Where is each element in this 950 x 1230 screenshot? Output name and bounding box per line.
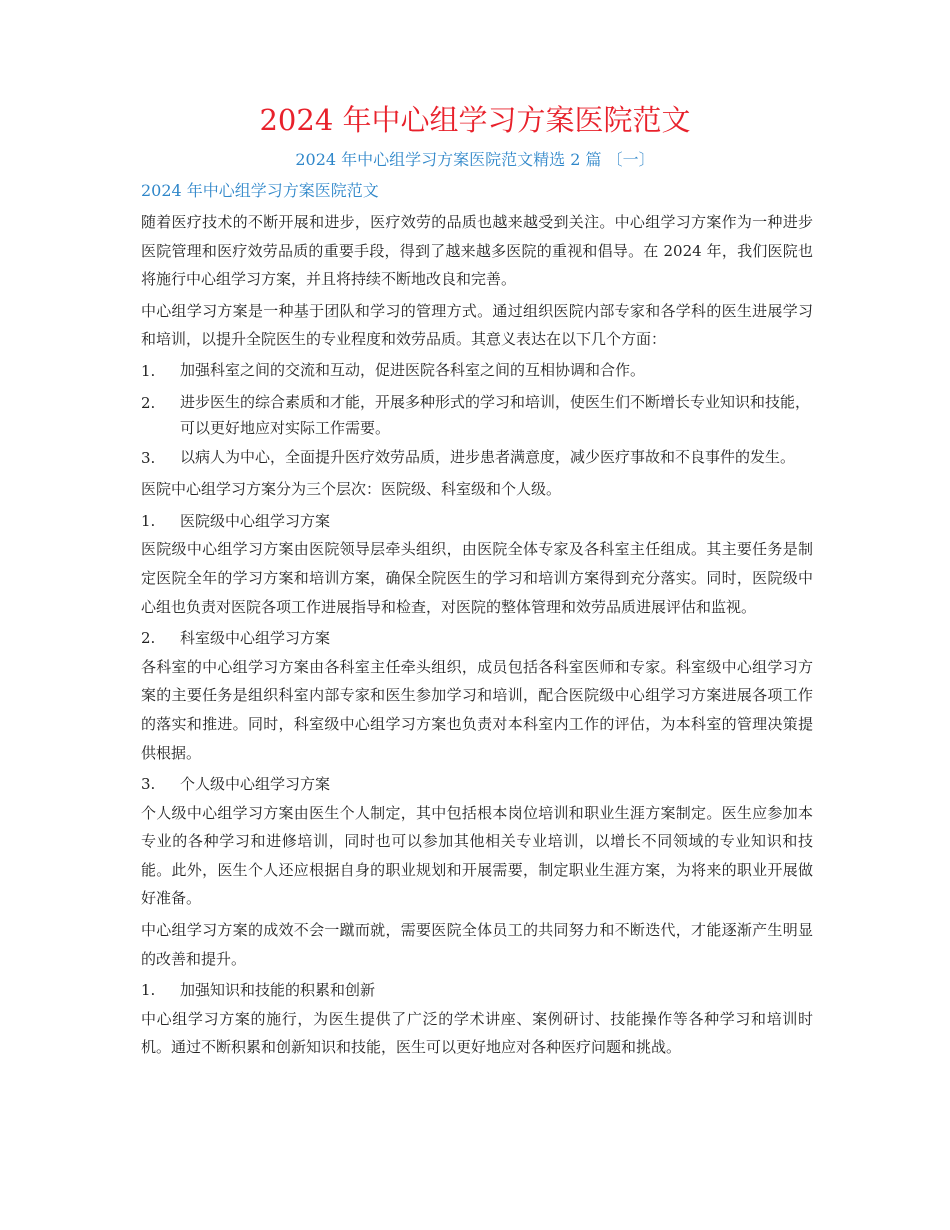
subsection-title-knowledge	[141, 976, 813, 1005]
list-text: 进步医生的综合素质和才能，开展多种形式的学习和培训，使医生们不断增长专业知识和技能，可以更好地应对实际工作需要。	[180, 392, 811, 437]
paragraph-department-level: 各科室的中心组学习方案由各科室主任牵头组织，成员包括各科室医师和专家。科室级中心组学习方案的主要任务是组织科室内部专家和医生参加学习和培训，配合医院级中心组学习方案进展各项工作的落实和推进。同时，科室级中心组学习方案也负责对本科室内工作的评估，为本科室的管理决策提供根据。	[141, 657, 813, 762]
paragraph-individual-level: 个人级中心组学习方案由医生个人制定，其中包括根本岗位培训和职业生涯方案制定。医生应参加本专业的各种学习和进修培训，同时也可以参加其他相关专业培训，以增长不同领域的专业知识和技能。此外，医生个人还应根据自身的职业规划和开展需要，制定职业生涯方案，为将来的职业开展做好准备。	[141, 803, 813, 908]
list-item	[141, 444, 813, 473]
section-heading: 2024 年中心组学习方案医院范文	[141, 181, 379, 200]
paragraph-knowledge: 中心组学习方案的施行，为医生提供了广泛的学术讲座、案例研讨、技能操作等各种学习和培训时机。通过不断积累和创新知识和技能，医生可以更好地应对各种医疗问题和挑战。	[141, 1009, 813, 1057]
subsection-label: 个人级中心组学习方案	[180, 775, 331, 794]
subsection-number: 1.	[141, 511, 156, 530]
paragraph-levels: 医院中心组学习方案分为三个层次：医院级、科室级和个人级。	[141, 480, 562, 499]
subsection-number: 1.	[141, 981, 156, 1000]
paragraph-definition: 中心组学习方案是一种基于团队和学习的管理方式。通过组织医院内部专家和各学科的医生进展学习和培训，以提升全院医生的专业程度和效劳品质。其意义表达在以下几个方面：	[141, 301, 813, 349]
subsection-title-department	[141, 624, 813, 653]
subsection-label: 加强知识和技能的积累和创新	[180, 981, 376, 1000]
subsection-number: 2.	[141, 629, 156, 648]
document-title: 2024 年中心组学习方案医院范文	[259, 103, 691, 137]
list-item	[141, 389, 813, 441]
paragraph-effect: 中心组学习方案的成效不会一蹴而就，需要医院全体员工的共同努力和不断迭代，才能逐渐产生明显的改善和提升。	[141, 921, 813, 968]
subsection-label: 科室级中心组学习方案	[180, 629, 331, 648]
list-item	[141, 357, 813, 386]
subsection-label: 医院级中心组学习方案	[180, 511, 331, 530]
subsection-title-individual	[141, 770, 813, 799]
list-text: 以病人为中心，全面提升医疗效劳品质，进步患者满意度，减少医疗事故和不良事件的发生。	[180, 447, 796, 466]
list-number: 2.	[141, 393, 156, 412]
document-subtitle: 2024 年中心组学习方案医院范文精选 2 篇 〔一〕	[295, 150, 655, 169]
list-number: 3.	[141, 448, 156, 467]
paragraph-hospital-level: 医院级中心组学习方案由医院领导层牵头组织，由医院全体专家及各科室主任组成。其主要任务是制定医院全年的学习方案和培训方案，确保全院医生的学习和培训方案得到充分落实。同时，医院级中心组也负责对医院各项工作进展指导和检查，对医院的整体管理和效劳品质进展评估和监视。	[141, 540, 813, 616]
list-number: 1.	[141, 361, 156, 380]
list-text: 加强科室之间的交流和互动，促进医院各科室之间的互相协调和合作。	[180, 360, 646, 379]
subsection-title-hospital	[141, 507, 813, 536]
subsection-number: 3.	[141, 775, 156, 794]
paragraph-intro: 随着医疗技术的不断开展和进步，医疗效劳的品质也越来越受到关注。中心组学习方案作为一种进步医院管理和医疗效劳品质的重要手段，得到了越来越多医院的重视和倡导。在 2024 年，我们医院也将施行中心组学习方案，并且将持续不断地改良和完善。	[141, 213, 813, 289]
document-body	[141, 208, 813, 1065]
